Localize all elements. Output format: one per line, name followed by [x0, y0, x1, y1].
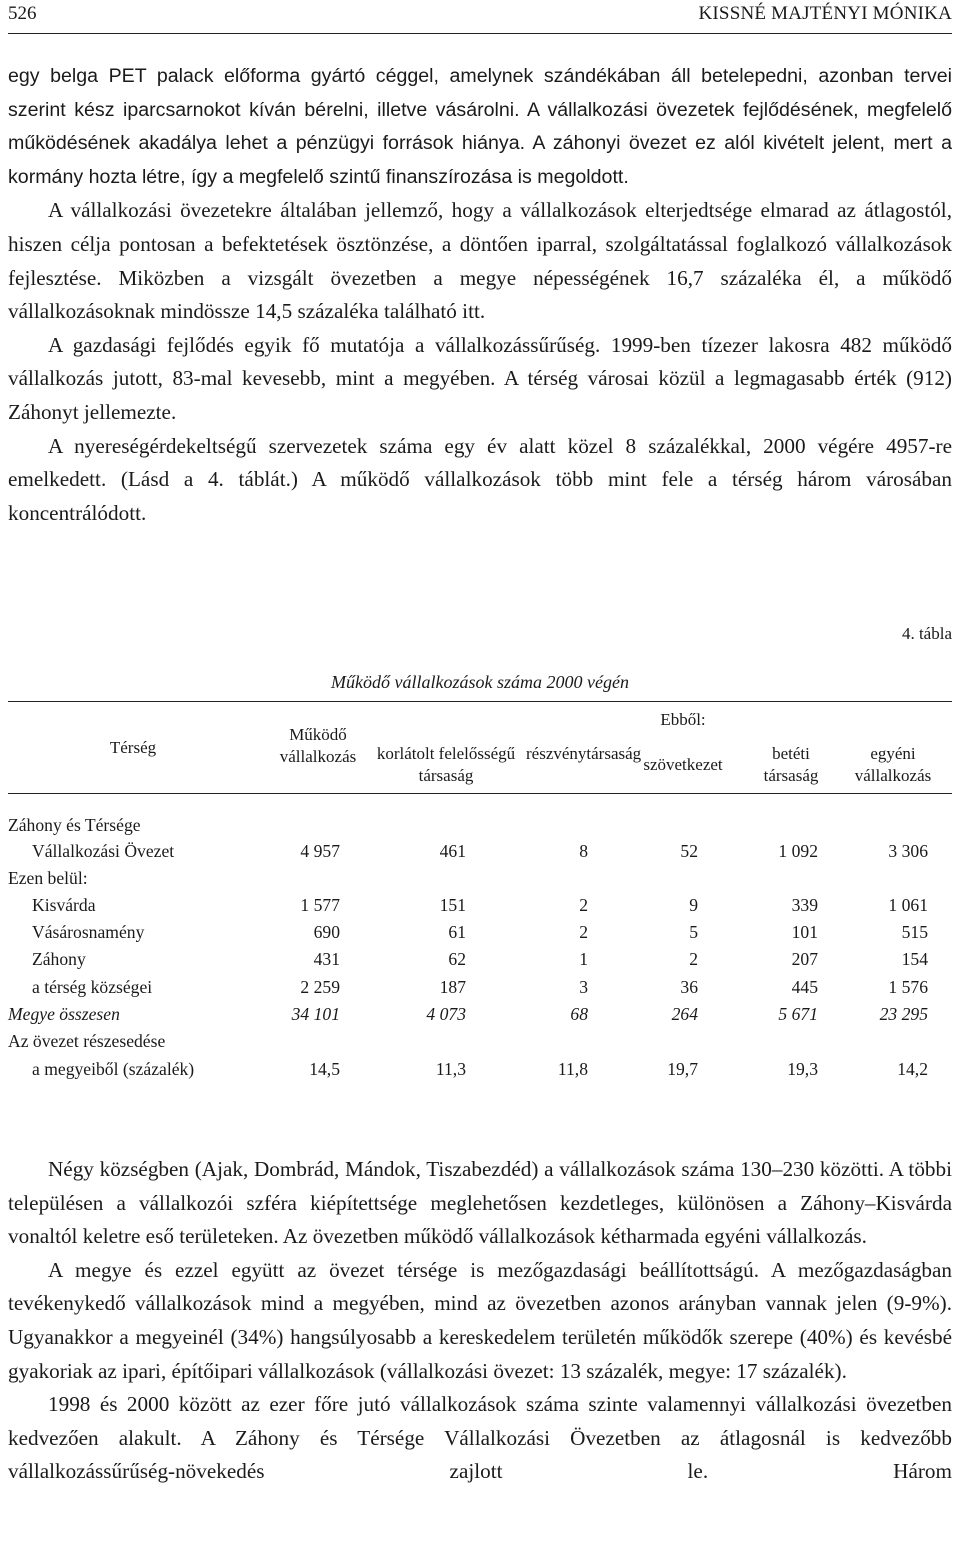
table-cell: 2	[579, 922, 588, 942]
page-number: 526	[8, 3, 37, 24]
table-cell: 187	[439, 977, 466, 997]
table-row	[8, 865, 952, 892]
table-cell: 68	[570, 1004, 588, 1024]
row-label: a térség községei	[32, 977, 153, 997]
table-title: Működő vállalkozások száma 2000 végén	[331, 672, 629, 692]
table-cell: 14,2	[897, 1059, 928, 1079]
col-header-lp: betéti társaság	[763, 744, 819, 785]
table-cell: 1	[579, 949, 588, 969]
table-cell: 4 073	[426, 1004, 466, 1024]
row-label: Záhony és Térsége	[8, 815, 141, 835]
table-cell: 154	[901, 949, 928, 969]
col-header-active: Működő vállalkozás	[279, 725, 357, 766]
table-cell: 34 101	[291, 1004, 340, 1024]
table-cell: 11,8	[557, 1059, 588, 1079]
table-row	[8, 812, 952, 839]
row-label: a megyeiből (százalék)	[32, 1059, 195, 1079]
table-number: 4. tábla	[901, 624, 952, 643]
row-label: Vállalkozási Övezet	[32, 841, 175, 861]
paragraph-1: egy belga PET palack előforma gyártó céggel, amelynek szándékában áll betelepedni, azonban tervei szerint kész iparcsarnokot kíván bérelni, illetve vásárolni. A vállalkozási övezetek fejlődésének, megfelelő működésének akadálya lehet a pénzügyi források hiánya. A záhonyi övezet ez alól kivételt jelent, mert a kormány hozta létre, így a megfelelő szintű finanszírozása is megoldott.	[8, 65, 952, 188]
table-row	[8, 946, 952, 973]
table-cell: 23 295	[879, 1004, 928, 1024]
paragraph-5: Négy községben (Ajak, Dombrád, Mándok, Tiszabezdéd) a vállalkozások száma 130–230 közötti. A többi településen a vállalkozói szféra kiépítettsége meglehetősen kezdetleges, különösen a Záhony–Kisvárda vonaltól keletre eső területeken. Az övezetben működő vállalkozások kétharmada egyéni vállalkozás.	[8, 1157, 952, 1249]
table-cell: 1 092	[778, 841, 818, 861]
table-header-rule	[8, 793, 952, 794]
table-cell: 5 671	[778, 1004, 818, 1024]
table-row	[8, 1056, 952, 1083]
table-cell: 515	[901, 922, 928, 942]
paragraph-6: A megye és ezzel együtt az övezet térsége is mezőgazdasági beállítottságú. A mezőgazdaságban tevékenykedő vállalkozások mind a megyében, mind az övezetben azonos arányban vannak jelen (9-9%). Ugyanakkor a megyeinél (34%) hangsúlyosabb a kereskedelem területén működők szerepe (40%) és kevésbé gyakoriak az ipari, építőipari vállalkozások (vállalkozási övezet: 13 százalék, megye: 17 százalék).	[8, 1257, 952, 1383]
row-label: Megye összesen	[8, 1004, 120, 1024]
table-cell: 8	[579, 841, 588, 861]
table-cell: 264	[671, 1004, 698, 1024]
body-text-bottom	[8, 1153, 952, 1489]
table-cell: 690	[313, 922, 340, 942]
table-cell: 445	[791, 977, 818, 997]
row-label: Záhony	[32, 949, 86, 969]
table-cell: 19,7	[667, 1059, 698, 1079]
col-header-jsc: részvénytársaság	[526, 744, 642, 763]
table-cell: 9	[689, 895, 698, 915]
table-row	[8, 1028, 952, 1055]
table-cell: 11,3	[435, 1059, 466, 1079]
table-cell: 1 577	[300, 895, 340, 915]
table-cell: 4 957	[300, 841, 340, 861]
table-cell: 1 061	[888, 895, 928, 915]
paragraph-4: A nyereségérdekeltségű szervezetek száma egy év alatt közel 8 százalékkal, 2000 végére 4957-re emelkedett. (Lásd a 4. táblát.) A működő vállalkozások több mint fele a térség három városában koncentrálódott.	[8, 433, 952, 525]
table-cell: 207	[791, 949, 818, 969]
row-label: Vásárosnamény	[32, 922, 145, 942]
paragraph-2: A vállalkozási övezetekre általában jellemző, hogy a vállalkozások elterjedtsége elmarad az átlagostól, hiszen célja pontosan a befektetések ösztönzése, a döntően iparral, szolgáltatással foglalkozó vállalkozások fejlesztése. Miközben a vizsgált övezetben a megye népességének 16,7 százaléka él, a működő vállalkozásoknak mindössze 14,5 százaléka található itt.	[8, 198, 952, 324]
table-cell: 431	[313, 949, 340, 969]
table-row	[8, 1001, 952, 1028]
row-label: Ezen belül:	[8, 868, 88, 888]
table-row	[8, 892, 952, 919]
table-cell: 151	[439, 895, 466, 915]
paragraph-7: 1998 és 2000 között az ezer főre jutó vállalkozások száma szinte valamennyi vállalkozási övezetben kedvezően alakult. A Záhony és Térsége Vállalkozási Övezetben az átlagosnál is kedvezőbb vállalkozássűrűség-növekedés zajlott le. Három	[8, 1392, 952, 1484]
table-cell: 3 306	[888, 841, 928, 861]
row-label: Az övezet részesedése	[8, 1031, 166, 1051]
col-header-ltd: korlátolt felelősségű társaság	[376, 744, 516, 785]
header-rule	[8, 33, 952, 34]
table-row	[8, 919, 952, 946]
paragraph-3: A gazdasági fejlődés egyik fő mutatója a vállalkozássűrűség. 1999-ben tízezer lakosra 482 működő vállalkozás jutott, 83-mal kevesebb, mint a megyében. A térség városai közül a legmagasabb érték (912) Záhonyt jellemezte.	[8, 332, 952, 424]
table-row	[8, 974, 952, 1001]
table-top-rule	[8, 701, 952, 702]
table-cell: 62	[448, 949, 466, 969]
table-cell: 101	[791, 922, 818, 942]
table-cell: 19,3	[787, 1059, 818, 1079]
table-cell: 52	[680, 841, 698, 861]
table-cell: 3	[579, 977, 588, 997]
col-header-region: Térség	[109, 738, 157, 757]
table-row	[8, 838, 952, 865]
col-header-of-which: Ebből:	[660, 710, 706, 729]
table-cell: 2 259	[300, 977, 340, 997]
body-text-top	[8, 60, 952, 530]
col-header-sole: egyéni vállalkozás	[854, 744, 932, 785]
table-cell: 36	[680, 977, 698, 997]
table-cell: 1 576	[888, 977, 928, 997]
table-cell: 2	[579, 895, 588, 915]
row-label: Kisvárda	[32, 895, 96, 915]
col-header-coop: szövetkezet	[643, 755, 723, 774]
table-cell: 2	[689, 949, 698, 969]
table-cell: 14,5	[309, 1059, 340, 1079]
table-cell: 461	[439, 841, 466, 861]
table-cell: 5	[689, 922, 698, 942]
page-header	[8, 3, 952, 29]
running-title: KISSNÉ MAJTÉNYI MÓNIKA	[698, 3, 952, 24]
table-cell: 61	[448, 922, 466, 942]
table-cell: 339	[791, 895, 818, 915]
